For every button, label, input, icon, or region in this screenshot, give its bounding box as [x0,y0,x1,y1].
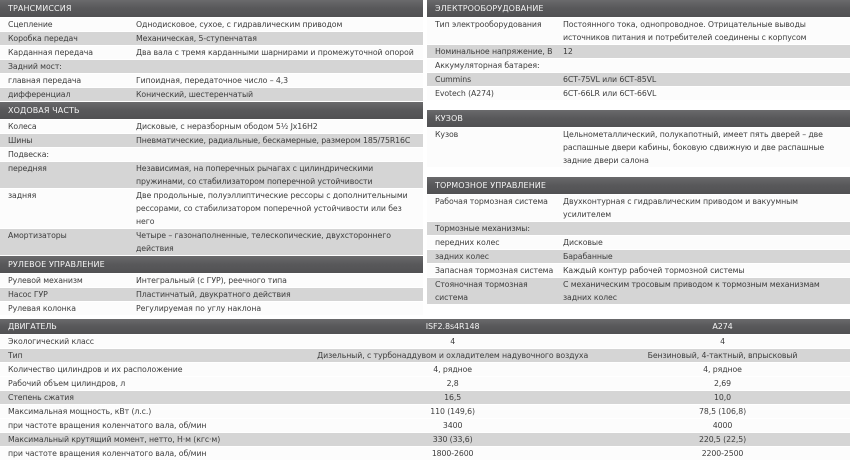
spec-value: 6СТ-66LR или 6СТ-66VL [563,89,657,98]
engine-section-title: ДВИГАТЕЛЬ [8,322,57,331]
engine-label: Количество цилиндров и их расположение [8,365,183,374]
section-steering [0,256,423,316]
spec-value: Механическая, 5-ступенчатая [136,34,257,43]
left-column [0,0,423,316]
section-header: РУЛЕВОЕ УПРАВЛЕНИЕ [0,256,423,273]
spec-row [427,236,850,250]
spec-value: Два вала с тремя карданными шарнирами и промежуточной опорой [136,48,414,57]
spec-value: 12 [563,47,573,56]
spec-label: Рулевой механизм [8,276,83,285]
engine-value-isf: 4 [450,337,456,346]
spec-row [0,88,423,102]
engine-column-isf: ISF2.8s4R148 [425,322,480,331]
spec-row [427,250,850,264]
engine-label: Тип [8,351,23,360]
section-header: ЭЛЕКТРООБОРУДОВАНИЕ [427,0,850,17]
spec-label: Рулевая колонка [8,304,76,313]
engine-label: Экологический класс [8,337,94,346]
engine-value-isf: 16,5 [444,393,462,402]
spec-label: Тормозные механизмы: [435,224,530,233]
spec-value: Дисковые [563,238,603,247]
engine-value-isf: 3400 [442,421,463,430]
engine-value-a274: 10,0 [714,393,731,402]
engine-value-isf: Дизельный, с турбонаддувом и охладителем надувочного воздуха [317,351,589,360]
section-header: ТОРМОЗНОЕ УПРАВЛЕНИЕ [427,177,850,194]
spec-row [427,45,850,59]
engine-value-a274: 2200-2500 [701,449,744,458]
spec-row [0,18,423,32]
spec-label: Cummins [435,75,472,84]
engine-value-isf: 4, рядное [433,365,472,374]
spec-row [427,18,850,45]
spec-label: Тип электрооборудования [435,20,542,29]
spec-row [0,302,423,316]
spec-label: Стояночная тормозная система [435,280,528,302]
spec-row [427,222,850,236]
spec-value: Интегральный (с ГУР), реечного типа [136,276,287,285]
spec-label: Задний мост: [8,62,62,71]
spec-label: Коробка передач [8,34,78,43]
engine-value-isf: 1800-2600 [431,449,474,458]
spec-label: передних колес [435,238,500,247]
section-brakes [427,177,850,305]
spec-value: Конический, шестеренчатый [136,90,254,99]
section-header: ХОДОВАЯ ЧАСТЬ [0,102,423,119]
spec-label: Карданная передача [8,48,93,57]
spec-label: Номинальное напряжение, В [435,47,553,56]
engine-row [0,419,850,433]
spec-row [427,87,850,101]
engine-value-a274: 4000 [712,421,733,430]
engine-label: при частоте вращения коленчатого вала, об/мин [8,421,207,430]
section-chassis [0,102,423,256]
engine-row [0,405,850,419]
spec-label: Рабочая тормозная система [435,197,548,206]
spec-value: Двухконтурная с гидравлическим приводом и вакуумным усилителем [563,197,798,219]
spec-value: С механическим тросовым приводом к тормозным механизмам задних колес [563,280,820,302]
spec-value: 6СТ-75VL или 6СТ-85VL [563,75,657,84]
spec-row [427,195,850,222]
engine-value-isf: 2,8 [446,379,459,388]
engine-row [0,377,850,391]
spec-value: Две продольные, полуэллиптические рессоры с дополнительными рессорами, со стабилизатором поперечной устойчивости или без него [136,191,408,226]
spec-row [0,134,423,148]
spec-label: Насос ГУР [8,290,48,299]
engine-value-a274: 4 [720,337,725,346]
spec-value: Дисковые, с неразборным ободом 5½ Jx16H2 [136,122,318,131]
spec-label: Сцепление [8,20,53,29]
section-transmission [0,0,423,102]
spec-row [0,229,423,256]
spec-label: Колеса [8,122,37,131]
spec-value: Пневматические, радиальные, бескамерные, размером 185/75R16C [136,136,411,145]
spec-row [0,189,423,229]
spec-row [427,128,850,168]
spec-row [0,288,423,302]
engine-row [0,391,850,405]
spec-value: Четыре – газонаполненные, телескопические, двухстороннего действия [136,231,391,253]
engine-value-a274: 2,69 [714,379,731,388]
engine-value-a274: 78,5 (106,8) [698,407,747,416]
engine-row [0,447,850,461]
spec-value: Пластинчатый, двукратного действия [136,290,291,299]
engine-label: при частоте вращения коленчатого вала, об/мин [8,449,207,458]
spec-row [0,74,423,88]
spec-label: передняя [8,164,47,173]
spec-value: Гипоидная, передаточное число – 4,3 [136,76,289,85]
spec-row [0,162,423,189]
spec-row [427,278,850,305]
spec-row [427,73,850,87]
spec-label: Аккумуляторная батарея: [435,61,540,70]
engine-label: Максимальный крутящий момент, нетто, Н·м (кгс·м) [8,435,221,444]
spec-label: Запасная тормозная система [435,266,554,275]
spec-row [0,46,423,60]
engine-column-a274: A274 [712,322,733,331]
spec-value: Постоянного тока, однопроводное. Отрицательные выводы источников питания и потребителей соединены с корпусом [563,20,807,42]
section-header: КУЗОВ [427,110,850,127]
engine-header-row [0,319,850,334]
spec-row [0,274,423,288]
spec-label: задних колес [435,252,489,261]
spec-label: Evotech (A274) [435,89,494,98]
spec-value: Независимая, на поперечных рычагах с цилиндрическими пружинами, со стабилизатором поперечной устойчивости [136,164,374,186]
section-body [427,110,850,168]
spec-value: Цельнометаллический, полукапотный, имеет пять дверей – две распашные двери кабины, боковую сдвижную и две распашные задние двери салона [563,130,825,165]
spec-label: Подвеска: [8,150,49,159]
spec-row [0,32,423,46]
engine-row [0,335,850,349]
engine-label: Степень сжатия [8,393,74,402]
spec-value: Каждый контур рабочей тормозной системы [563,266,745,275]
engine-row [0,433,850,447]
spec-row [427,59,850,73]
engine-value-isf: 330 (33,6) [432,435,473,444]
spec-label: Шины [8,136,33,145]
spec-label: главная передача [8,76,82,85]
spec-value: Однодисковое, сухое, с гидравлическим приводом [136,20,343,29]
engine-value-a274: 4, рядное [703,365,742,374]
section-electrical [427,0,850,101]
spec-row [0,148,423,162]
right-column [427,0,850,316]
spec-label: дифференциал [8,90,71,99]
spec-label: Кузов [435,130,459,139]
spec-row [0,120,423,134]
spec-row [0,60,423,74]
engine-row [0,349,850,363]
spec-row [427,264,850,278]
engine-row [0,363,850,377]
spec-label: задняя [8,191,37,200]
engine-label: Рабочий объем цилиндров, л [8,379,126,388]
spec-value: Регулируемая по углу наклона [136,304,261,313]
spec-label: Амортизаторы [8,231,67,240]
section-engine [0,319,850,461]
spec-value: Барабанные [563,252,613,261]
engine-label: Максимальная мощность, кВт (л.с.) [8,407,152,416]
engine-value-a274: 220,5 (22,5) [698,435,747,444]
section-header: ТРАНСМИССИЯ [0,0,423,17]
engine-value-a274: Бензиновый, 4-тактный, впрысковый [647,351,798,360]
engine-value-isf: 110 (149,6) [430,407,475,416]
